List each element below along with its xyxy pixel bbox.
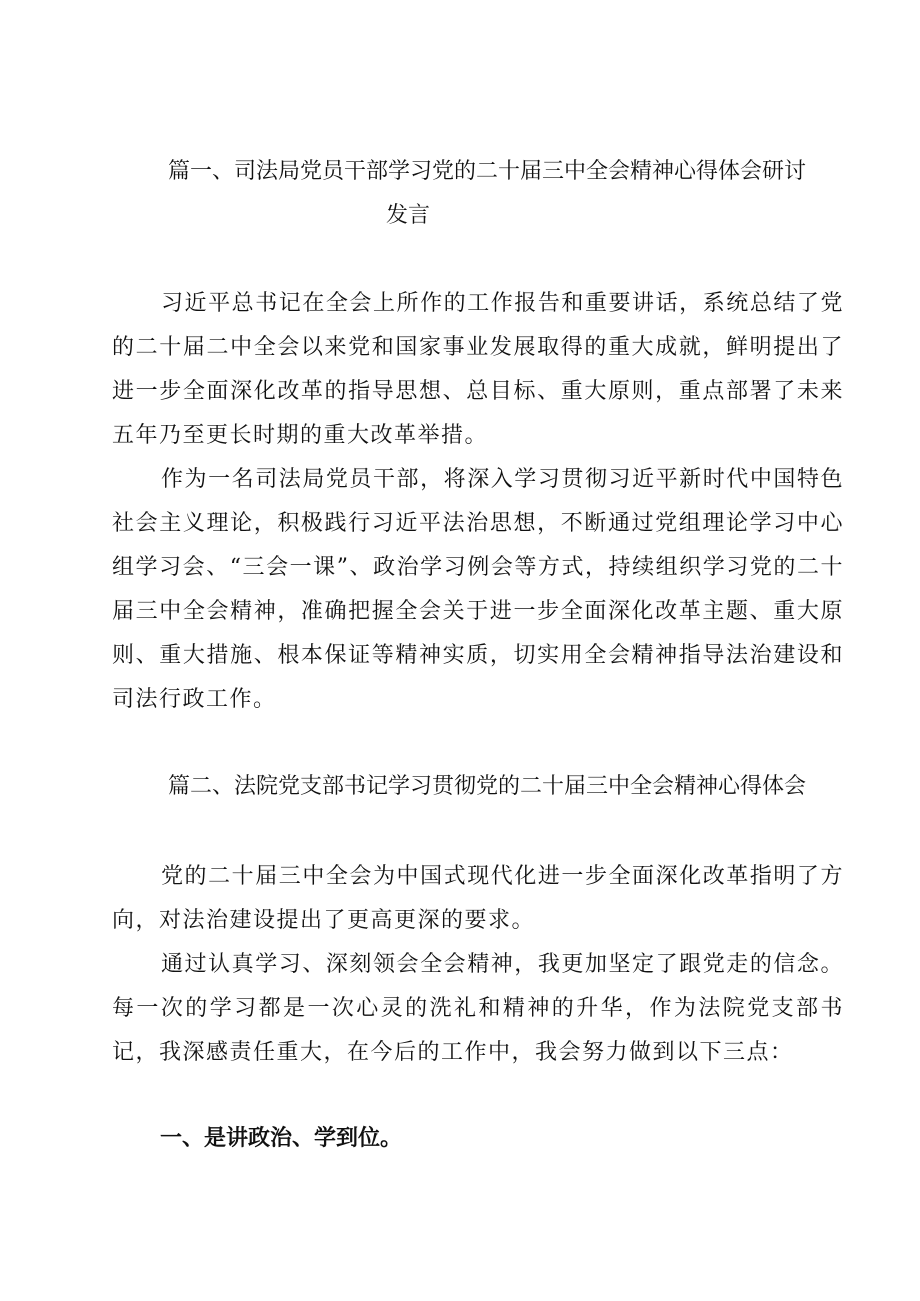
section1-title-line1: 篇一、司法局党员干部学习党的二十届三中全会精神心得体会研讨	[168, 159, 807, 184]
section1-paragraph-1: 习近平总书记在全会上所作的工作报告和重要讲话，系统总结了党的二十届二中全会以来党和国家事业发展取得的重大成就，鲜明提出了进一步全面深化改革的指导思想、总目标、重大原则，重点部署了未来五年乃至更长时期的重大改革举措。	[112, 291, 844, 448]
section1-paragraph-2: 作为一名司法局党员干部，将深入学习贯彻习近平新时代中国特色社会主义理论，积极践行习近平法治思想，不断通过党组理论学习中心组学习会、“三会一课”、政治学习例会等方式，持续组织学习党的二十届三中全会精神，准确把握全会关于进一步全面深化改革主题、重大原则、重大措施、根本保证等精神实质，切实用全会精神指导法治建设和司法行政工作。	[112, 467, 844, 712]
section2-paragraph-2: 通过认真学习、深刻领会全会精神，我更加坚定了跟党走的信念。每一次的学习都是一次心灵的洗礼和精神的升华，作为法院党支部书记，我深感责任重大，在今后的工作中，我会努力做到以下三点：	[112, 952, 844, 1065]
section2-title: 篇二、法院党支部书记学习贯彻党的二十届三中全会精神心得体会	[168, 774, 807, 799]
section1-title-line2: 发言	[386, 203, 431, 228]
section2-point-1: 一、是讲政治、学到位。	[160, 1126, 403, 1151]
section2-paragraph-1: 党的二十届三中全会为中国式现代化进一步全面深化改革指明了方向，对法治建设提出了更高更深的要求。	[112, 864, 844, 933]
